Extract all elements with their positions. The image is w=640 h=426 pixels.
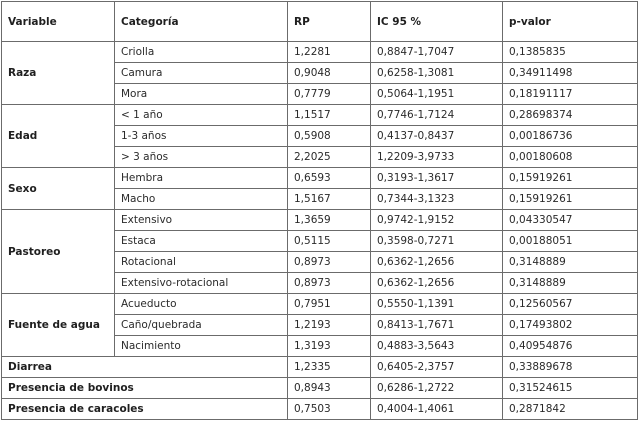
header-rp: RP [288, 2, 371, 42]
ic-cell: 0,4137-0,8437 [371, 126, 503, 147]
categoria-cell: Acueducto [115, 294, 288, 315]
ic-cell: 0,5550-1,1391 [371, 294, 503, 315]
variable-cell: Diarrea [2, 357, 288, 378]
categoria-cell: Macho [115, 189, 288, 210]
ic-cell: 0,4883-3,5643 [371, 336, 503, 357]
table-row [2, 42, 638, 63]
header-p-valor: p-valor [503, 2, 638, 42]
p-valor-cell: 0,00188051 [503, 231, 638, 252]
p-valor-cell: 0,00186736 [503, 126, 638, 147]
categoria-cell: Mora [115, 84, 288, 105]
ic-cell: 1,2209-3,9733 [371, 147, 503, 168]
variable-cell: Raza [2, 42, 115, 105]
rp-cell: 1,2281 [288, 42, 371, 63]
variable-cell: Fuente de agua [2, 294, 115, 357]
rp-cell: 1,3659 [288, 210, 371, 231]
table-row [2, 210, 638, 231]
p-valor-cell: 0,1385835 [503, 42, 638, 63]
categoria-cell: > 3 años [115, 147, 288, 168]
categoria-cell: Extensivo [115, 210, 288, 231]
ic-cell: 0,4004-1,4061 [371, 399, 503, 420]
results-table [1, 1, 638, 420]
ic-cell: 0,9742-1,9152 [371, 210, 503, 231]
p-valor-cell: 0,33889678 [503, 357, 638, 378]
header-ic95: IC 95 % [371, 2, 503, 42]
variable-cell: Edad [2, 105, 115, 168]
ic-cell: 0,7746-1,7124 [371, 105, 503, 126]
p-valor-cell: 0,17493802 [503, 315, 638, 336]
categoria-cell: Extensivo-rotacional [115, 273, 288, 294]
rp-cell: 1,3193 [288, 336, 371, 357]
rp-cell: 0,6593 [288, 168, 371, 189]
ic-cell: 0,5064-1,1951 [371, 84, 503, 105]
table-row [2, 399, 638, 420]
p-valor-cell: 0,12560567 [503, 294, 638, 315]
rp-cell: 1,5167 [288, 189, 371, 210]
table-row [2, 294, 638, 315]
rp-cell: 0,5908 [288, 126, 371, 147]
ic-cell: 0,7344-3,1323 [371, 189, 503, 210]
p-valor-cell: 0,3148889 [503, 252, 638, 273]
ic-cell: 0,8847-1,7047 [371, 42, 503, 63]
p-valor-cell: 0,31524615 [503, 378, 638, 399]
header-variable: Variable [2, 2, 115, 42]
header-categoria: Categoría [115, 2, 288, 42]
p-valor-cell: 0,2871842 [503, 399, 638, 420]
rp-cell: 0,8973 [288, 273, 371, 294]
p-valor-cell: 0,34911498 [503, 63, 638, 84]
categoria-cell: 1-3 años [115, 126, 288, 147]
table-row [2, 378, 638, 399]
ic-cell: 0,6405-2,3757 [371, 357, 503, 378]
categoria-cell: Camura [115, 63, 288, 84]
table-row [2, 168, 638, 189]
rp-cell: 0,5115 [288, 231, 371, 252]
p-valor-cell: 0,15919261 [503, 168, 638, 189]
categoria-cell: Rotacional [115, 252, 288, 273]
p-valor-cell: 0,04330547 [503, 210, 638, 231]
ic-cell: 0,3193-1,3617 [371, 168, 503, 189]
variable-cell: Presencia de bovinos [2, 378, 288, 399]
ic-cell: 0,3598-0,7271 [371, 231, 503, 252]
rp-cell: 1,1517 [288, 105, 371, 126]
categoria-cell: < 1 año [115, 105, 288, 126]
categoria-cell: Estaca [115, 231, 288, 252]
p-valor-cell: 0,40954876 [503, 336, 638, 357]
categoria-cell: Criolla [115, 42, 288, 63]
ic-cell: 0,6258-1,3081 [371, 63, 503, 84]
p-valor-cell: 0,28698374 [503, 105, 638, 126]
table-row [2, 357, 638, 378]
ic-cell: 0,6286-1,2722 [371, 378, 503, 399]
p-valor-cell: 0,3148889 [503, 273, 638, 294]
categoria-cell: Hembra [115, 168, 288, 189]
rp-cell: 1,2193 [288, 315, 371, 336]
ic-cell: 0,8413-1,7671 [371, 315, 503, 336]
rp-cell: 2,2025 [288, 147, 371, 168]
categoria-cell: Caño/quebrada [115, 315, 288, 336]
rp-cell: 0,8973 [288, 252, 371, 273]
rp-cell: 0,9048 [288, 63, 371, 84]
header-row [2, 2, 638, 42]
ic-cell: 0,6362-1,2656 [371, 273, 503, 294]
table-row [2, 105, 638, 126]
categoria-cell: Nacimiento [115, 336, 288, 357]
p-valor-cell: 0,15919261 [503, 189, 638, 210]
rp-cell: 0,7779 [288, 84, 371, 105]
variable-cell: Sexo [2, 168, 115, 210]
p-valor-cell: 0,00180608 [503, 147, 638, 168]
rp-cell: 0,8943 [288, 378, 371, 399]
rp-cell: 0,7503 [288, 399, 371, 420]
variable-cell: Presencia de caracoles [2, 399, 288, 420]
variable-cell: Pastoreo [2, 210, 115, 294]
ic-cell: 0,6362-1,2656 [371, 252, 503, 273]
rp-cell: 0,7951 [288, 294, 371, 315]
rp-cell: 1,2335 [288, 357, 371, 378]
p-valor-cell: 0,18191117 [503, 84, 638, 105]
